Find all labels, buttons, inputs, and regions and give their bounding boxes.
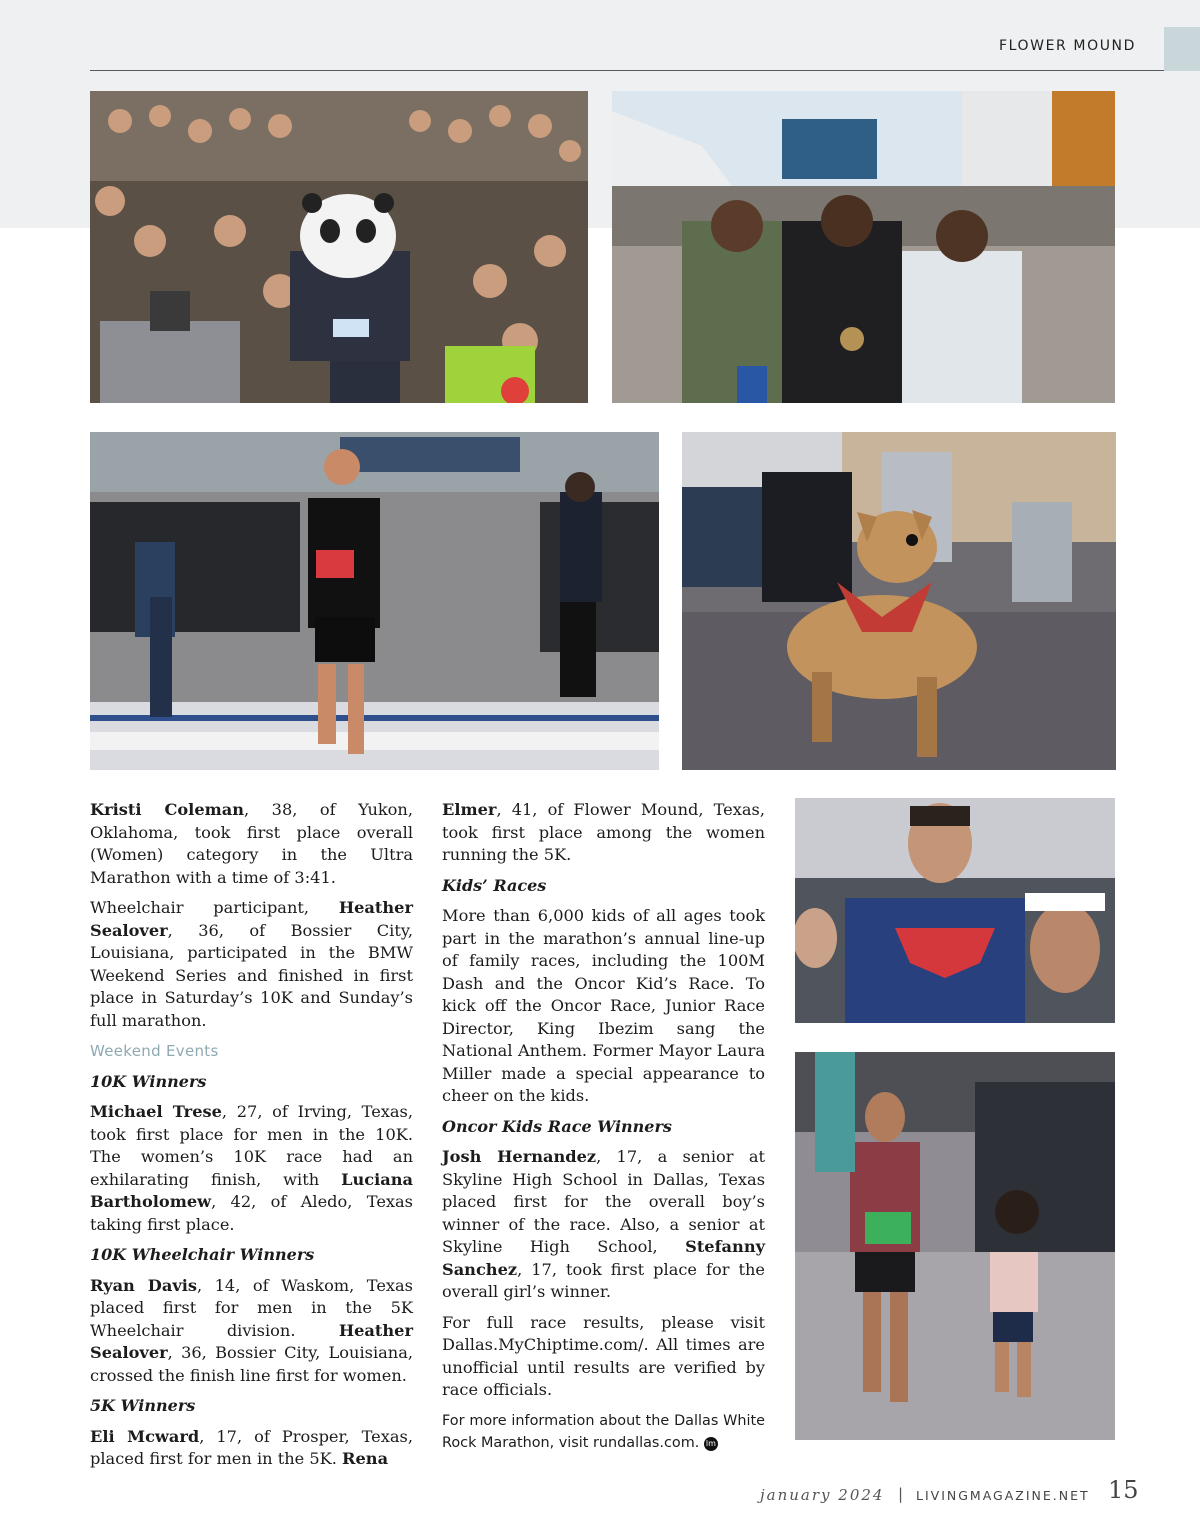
runner-name: Ryan Davis <box>90 1275 197 1295</box>
runner-name: Kristi Coleman <box>90 800 245 819</box>
living-magazine-logo-icon: lm <box>704 1437 718 1451</box>
runner-name: Michael Trese <box>90 1102 222 1121</box>
photo-superman-runner <box>795 798 1115 1023</box>
paragraph-sealover <box>90 897 413 1032</box>
section-label: FLOWER MOUND <box>998 38 1136 54</box>
paragraph-text: , 17, took first place for the overall girl’s winner. <box>442 1259 765 1301</box>
runner-name: Rena <box>342 1449 389 1468</box>
runner-name: Heather Sealover <box>90 898 413 940</box>
page-number: 15 <box>1108 1476 1139 1504</box>
more-info-text <box>442 1410 765 1454</box>
footer-separator: | <box>898 1485 904 1503</box>
subhead-5k-winners: 5K Winners <box>90 1396 196 1415</box>
footer-date: january 2024 <box>760 1486 885 1504</box>
runner-name: Luciana Bartholomew <box>90 1169 413 1211</box>
paragraph-text: , 36, Bossier City, Louisiana, crossed the finish line first for women. <box>90 1343 413 1385</box>
paragraph-text: , 27, of Irving, Texas, took first place for men in the 10K. The women’s 10K race had an exhilarating finish, with <box>90 1102 414 1189</box>
runner-name: Heather Sealover <box>90 1320 413 1362</box>
paragraph-10k <box>90 1101 413 1236</box>
paragraph-text: , 36, of Bossier City, Louisiana, participated in the BMW Weekend Series and finished in first place in Saturday’s 10K and Sunday’s full marathon. <box>90 920 413 1030</box>
paragraph-coleman <box>90 799 413 889</box>
paragraph-text: , 14, of Waskom, Texas placed first for men in the 5K Wheelchair division. <box>90 1275 413 1340</box>
weekend-events-label: Weekend Events <box>90 1042 219 1060</box>
subhead-kids-races: Kids’ Races <box>442 875 547 895</box>
paragraph-wheelchair <box>90 1275 413 1388</box>
paragraph-text: , 17, of Prosper, Texas, placed first for men in the 5K. <box>90 1426 413 1468</box>
paragraph-kids <box>442 905 765 1108</box>
header-rule <box>90 70 1164 71</box>
photo-mother-child <box>795 1052 1115 1440</box>
footer-site: LIVINGMAGAZINE.NET <box>916 1488 1090 1503</box>
text-column-2 <box>442 799 765 1462</box>
paragraph-text: For full race results, please visit Dallas.MyChiptime.com/. All times are unofficial until results are verified by race officials. <box>442 1312 765 1399</box>
paragraph-5k <box>90 1426 413 1471</box>
paragraph-text: , 41, of Flower Mound, Texas, took first place among the women running the 5K. <box>442 800 765 864</box>
photo-three-medalists <box>612 91 1115 403</box>
paragraph-text: Wheelchair participant, <box>90 898 339 917</box>
paragraph-text: For more information about the Dallas White Rock Marathon, visit rundallas.com. <box>442 1412 765 1451</box>
paragraph-text: , 38, of Yukon, Oklahoma, took first place overall (Women) category in the Ultra Marathon with a time of 3:41. <box>90 800 413 887</box>
subhead-10k-wheelchair: 10K Wheelchair Winners <box>90 1245 315 1264</box>
header-tab <box>1164 27 1200 71</box>
subhead-10k-winners: 10K Winners <box>90 1071 207 1091</box>
photo-finish-line-runner <box>90 432 659 770</box>
paragraph-text: , 42, of Aledo, Texas taking first place. <box>90 1192 413 1234</box>
runner-name: Elmer <box>442 800 497 819</box>
paragraph-text: , 17, a senior at Skyline High School in Dallas, Texas placed first for the overall boy’s winner of the race. Also, a senior at Skyline High School, <box>442 1147 765 1256</box>
paragraph-elmer <box>442 799 765 867</box>
runner-name: Stefanny Sanchez <box>442 1237 765 1279</box>
photo-crowd-panda <box>90 91 588 403</box>
runner-name: Josh Hernandez <box>442 1147 597 1166</box>
runner-name: Eli Mcward <box>90 1426 200 1446</box>
paragraph-results <box>442 1312 765 1402</box>
text-column-1 <box>90 799 413 1479</box>
paragraph-oncor <box>442 1146 765 1304</box>
photo-dog-runner <box>682 432 1116 770</box>
subhead-oncor-winners: Oncor Kids Race Winners <box>442 1116 672 1136</box>
paragraph-text: More than 6,000 kids of all ages took part in the marathon’s annual line-up of family races, including the 100M Dash and the Oncor Kid’s Race. To kick off the Oncor Race, Junior Race Director, King Ibezim sang the National Anthem. Former Mayor Laura Miller made a special appearance to cheer on the kids. <box>442 906 765 1105</box>
